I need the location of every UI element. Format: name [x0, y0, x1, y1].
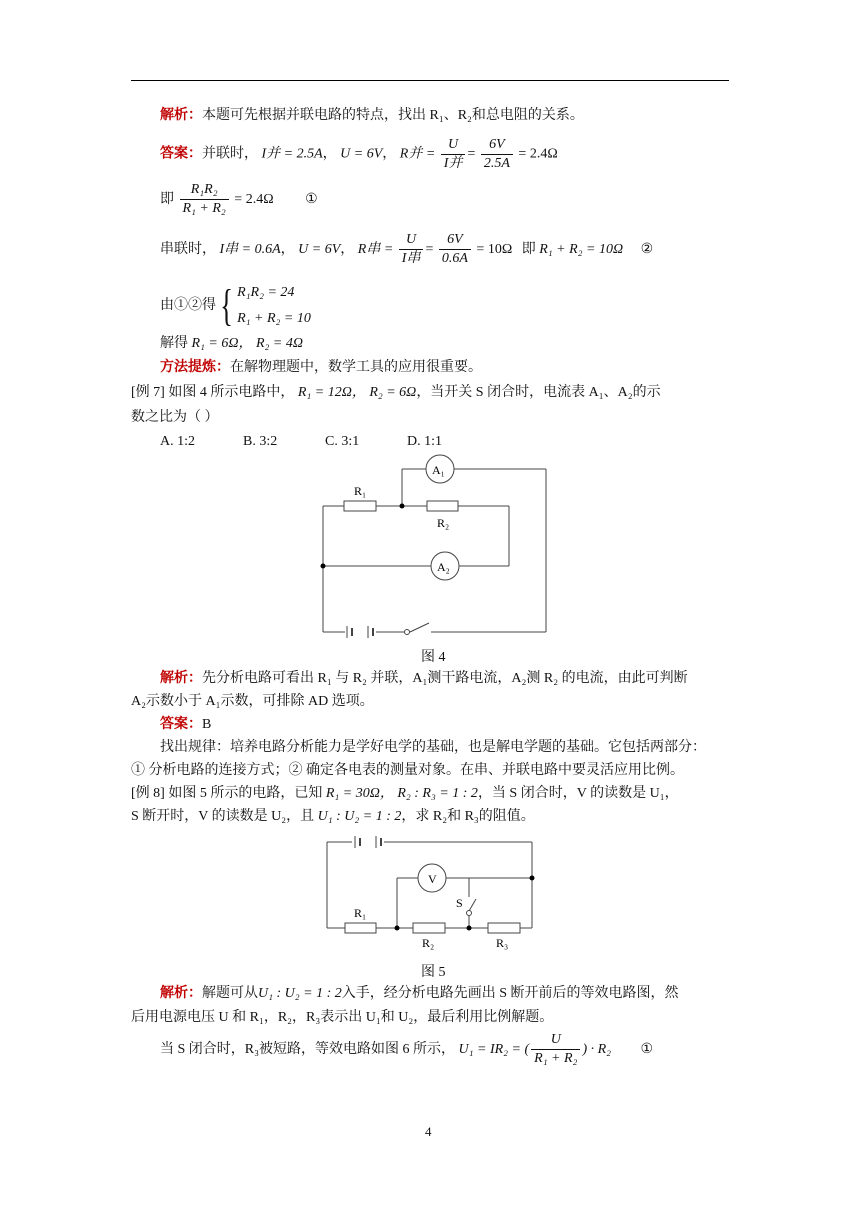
r3-label: R₃ [496, 936, 509, 950]
eq-result: = 10Ω [476, 242, 513, 257]
analysis-label: 解析： [160, 671, 202, 686]
figure-5-caption: 图 5 [421, 965, 446, 980]
fraction-numerator: 6V [489, 137, 505, 152]
mid-text: 即 [521, 242, 536, 257]
analysis-7-line-2: A₂示数小于 A₁示数，可排除 AD 选项。 [131, 694, 374, 709]
example-7-text-b: ，当开关 S 闭合时，电流表 A₁、A₂的示 [416, 385, 661, 400]
prefix-text: 即 [160, 192, 174, 207]
series-text: 串联时， [160, 242, 216, 257]
fraction-denominator: I并 [441, 154, 466, 173]
eq-current-parallel: I并 = 2.5A [261, 146, 323, 162]
fraction-numerator: U [406, 232, 417, 248]
fraction-denominator: R₁ + R₂ [180, 199, 229, 218]
eq-resistance-series-left: R串 = [357, 242, 394, 257]
r2-label: R₂ [422, 936, 435, 950]
fraction-numerator: U [448, 137, 459, 152]
junction-dot [467, 926, 472, 931]
a1-label: A₁ [432, 463, 445, 477]
equation-marker-1: ① [640, 1042, 654, 1057]
answer-label: 答案： [160, 146, 202, 162]
page-number: 4 [425, 1124, 432, 1139]
r1-label: R₁ [354, 484, 367, 498]
choice-d: D. 1:1 [407, 434, 442, 449]
example-8-text: [例 8] 如图 5 所示的电路，已知 [131, 786, 323, 801]
resistor-r2 [413, 923, 445, 933]
analysis-8-line-2: 后用电源电压 U 和 R₁，R₂，R₃表示出 U₁和 U₂，最后利用比例解题。 [131, 1010, 554, 1025]
analysis-text: 本题可先根据并联电路的特点，找出 R₁、R₂和总电阻的关系。 [202, 108, 584, 123]
answer-text: 并联时， [202, 146, 258, 162]
fraction-denominator: 2.5A [481, 154, 513, 173]
example-7-question: 数之比为（ ） [131, 410, 219, 425]
fraction-numerator: U [550, 1032, 561, 1048]
analysis-label: 解析： [160, 108, 202, 123]
separator: ， [382, 146, 397, 162]
prefix-text: 由①②得 [160, 298, 216, 314]
choice-a: A. 1:2 [160, 434, 195, 449]
separator: ， [280, 242, 295, 257]
answer-value: B [202, 717, 212, 732]
analysis-text-b: 入手，经分析电路先画出 S 断开前后的等效电路图，然 [341, 986, 679, 1001]
resistor-r1 [345, 923, 376, 933]
example-8-text-c: S 断开时，V 的读数是 U₂，且 [131, 809, 315, 824]
example-8-text-d: ，求 R₂和 R₃的阻值。 [401, 809, 535, 824]
eq-current-series: I串 = 0.6A [219, 242, 281, 257]
choice-c: C. 3:1 [325, 434, 360, 449]
eq-example-8: R₁ = 30Ω， R₂ : R₃ = 1 : 2 [325, 786, 478, 801]
a2-label: A₂ [437, 560, 450, 574]
rule-line-1: 找出规律：培养电路分析能力是学好电学的基础，也是解电学题的基础。它包括两部分： [160, 740, 706, 755]
method-label: 方法提炼： [160, 360, 230, 375]
s-label: S [456, 896, 463, 910]
switch-contact [467, 911, 472, 916]
r2-label: R₂ [437, 516, 450, 530]
fraction-denominator: R₁ + R₂ [531, 1049, 580, 1068]
equation-marker-1: ① [305, 192, 318, 207]
brace-icon: { [220, 281, 233, 330]
r1-label: R₁ [354, 906, 367, 920]
eq-resistance-parallel-left: R并 = [399, 146, 436, 162]
analysis-label: 解析： [160, 986, 202, 1001]
analysis-text: 先分析电路可看出 R₁ 与 R₂ 并联，A₁测干路电流，A₂测 R₂ 的电流，由此可判断 [202, 671, 688, 686]
junction-dot [530, 876, 535, 881]
eq-example-7: R₁ = 12Ω， R₂ = 6Ω [297, 385, 417, 400]
separator: ， [340, 242, 355, 257]
eq-result: = 2.4Ω [234, 192, 274, 207]
eq-ratio: U₁ : U₂ = 1 : 2 [317, 809, 402, 824]
system-eq-2: R₁ + R₂ = 10 [237, 311, 311, 326]
eq-ratio: U₁ : U₂ = 1 : 2 [258, 986, 342, 1001]
answer-line-series: 串联时， I串 = 0.6A， U = 6V， R串 = $\frac{U}{\text{I串}}$ = $\frac{6V}{0.6A}$ = 10Ω 即 R₁ + R₂ = 10Ω ② [160, 232, 654, 267]
system-eq-1: R₁R₂ = 24 [237, 285, 295, 300]
eq-solution: R₁ = 6Ω， R₂ = 4Ω [191, 336, 303, 351]
analysis-8-line-3 [160, 1030, 653, 1070]
eq-sum: R₁ + R₂ = 10Ω [539, 242, 624, 257]
analysis-text: 解题可从 [202, 986, 258, 1001]
answer-line-parallel: 答案：并联时， I并 = 2.5A， U = 6V， R并 = $\frac{U}{\text{I并}}$ = $\frac{6V}{2.5A}$ = 2.4Ω [160, 137, 558, 171]
rule-line-2: ① 分析电路的连接方式；② 确定各电表的测量对象。在串、并联电路中要灵活应用比例。 [131, 763, 684, 778]
separator: ， [322, 146, 337, 162]
fraction-u-over-sum [531, 1031, 580, 1068]
analysis-text: 当 S 闭合时，R₃被短路，等效电路如图 6 所示， [160, 1042, 456, 1057]
fraction-denominator: I串 [399, 249, 424, 268]
prefix-text: 解得 [160, 336, 188, 351]
analysis-8-line-1 [160, 984, 679, 1004]
figure-4-caption: 图 4 [421, 650, 446, 665]
method-text: 在解物理题中，数学工具的应用很重要。 [230, 360, 482, 375]
eq-u1-left: U₁ = IR₂ = ( [458, 1042, 530, 1057]
example-8-text-b: ，当 S 闭合时，V 的读数是 U₁， [477, 786, 679, 801]
eq-u1-right: ) · R₂ [582, 1042, 612, 1057]
fraction-numerator: 6V [447, 232, 463, 248]
fraction-numerator: R₁R₂ [190, 182, 218, 198]
answer-label: 答案： [160, 717, 202, 732]
eq-voltage: U = 6V [340, 146, 383, 162]
junction-dot [395, 926, 400, 931]
resistor-r3 [488, 923, 520, 933]
v-label: V [428, 872, 437, 886]
equation-marker-2: ② [640, 242, 654, 257]
fraction-denominator: 0.6A [439, 249, 471, 268]
example-7-text: [例 7] 如图 4 所示电路中， [131, 385, 295, 400]
eq-result: = 2.4Ω [518, 146, 558, 162]
choice-b: B. 3:2 [243, 434, 278, 449]
eq-voltage: U = 6V [298, 242, 341, 257]
